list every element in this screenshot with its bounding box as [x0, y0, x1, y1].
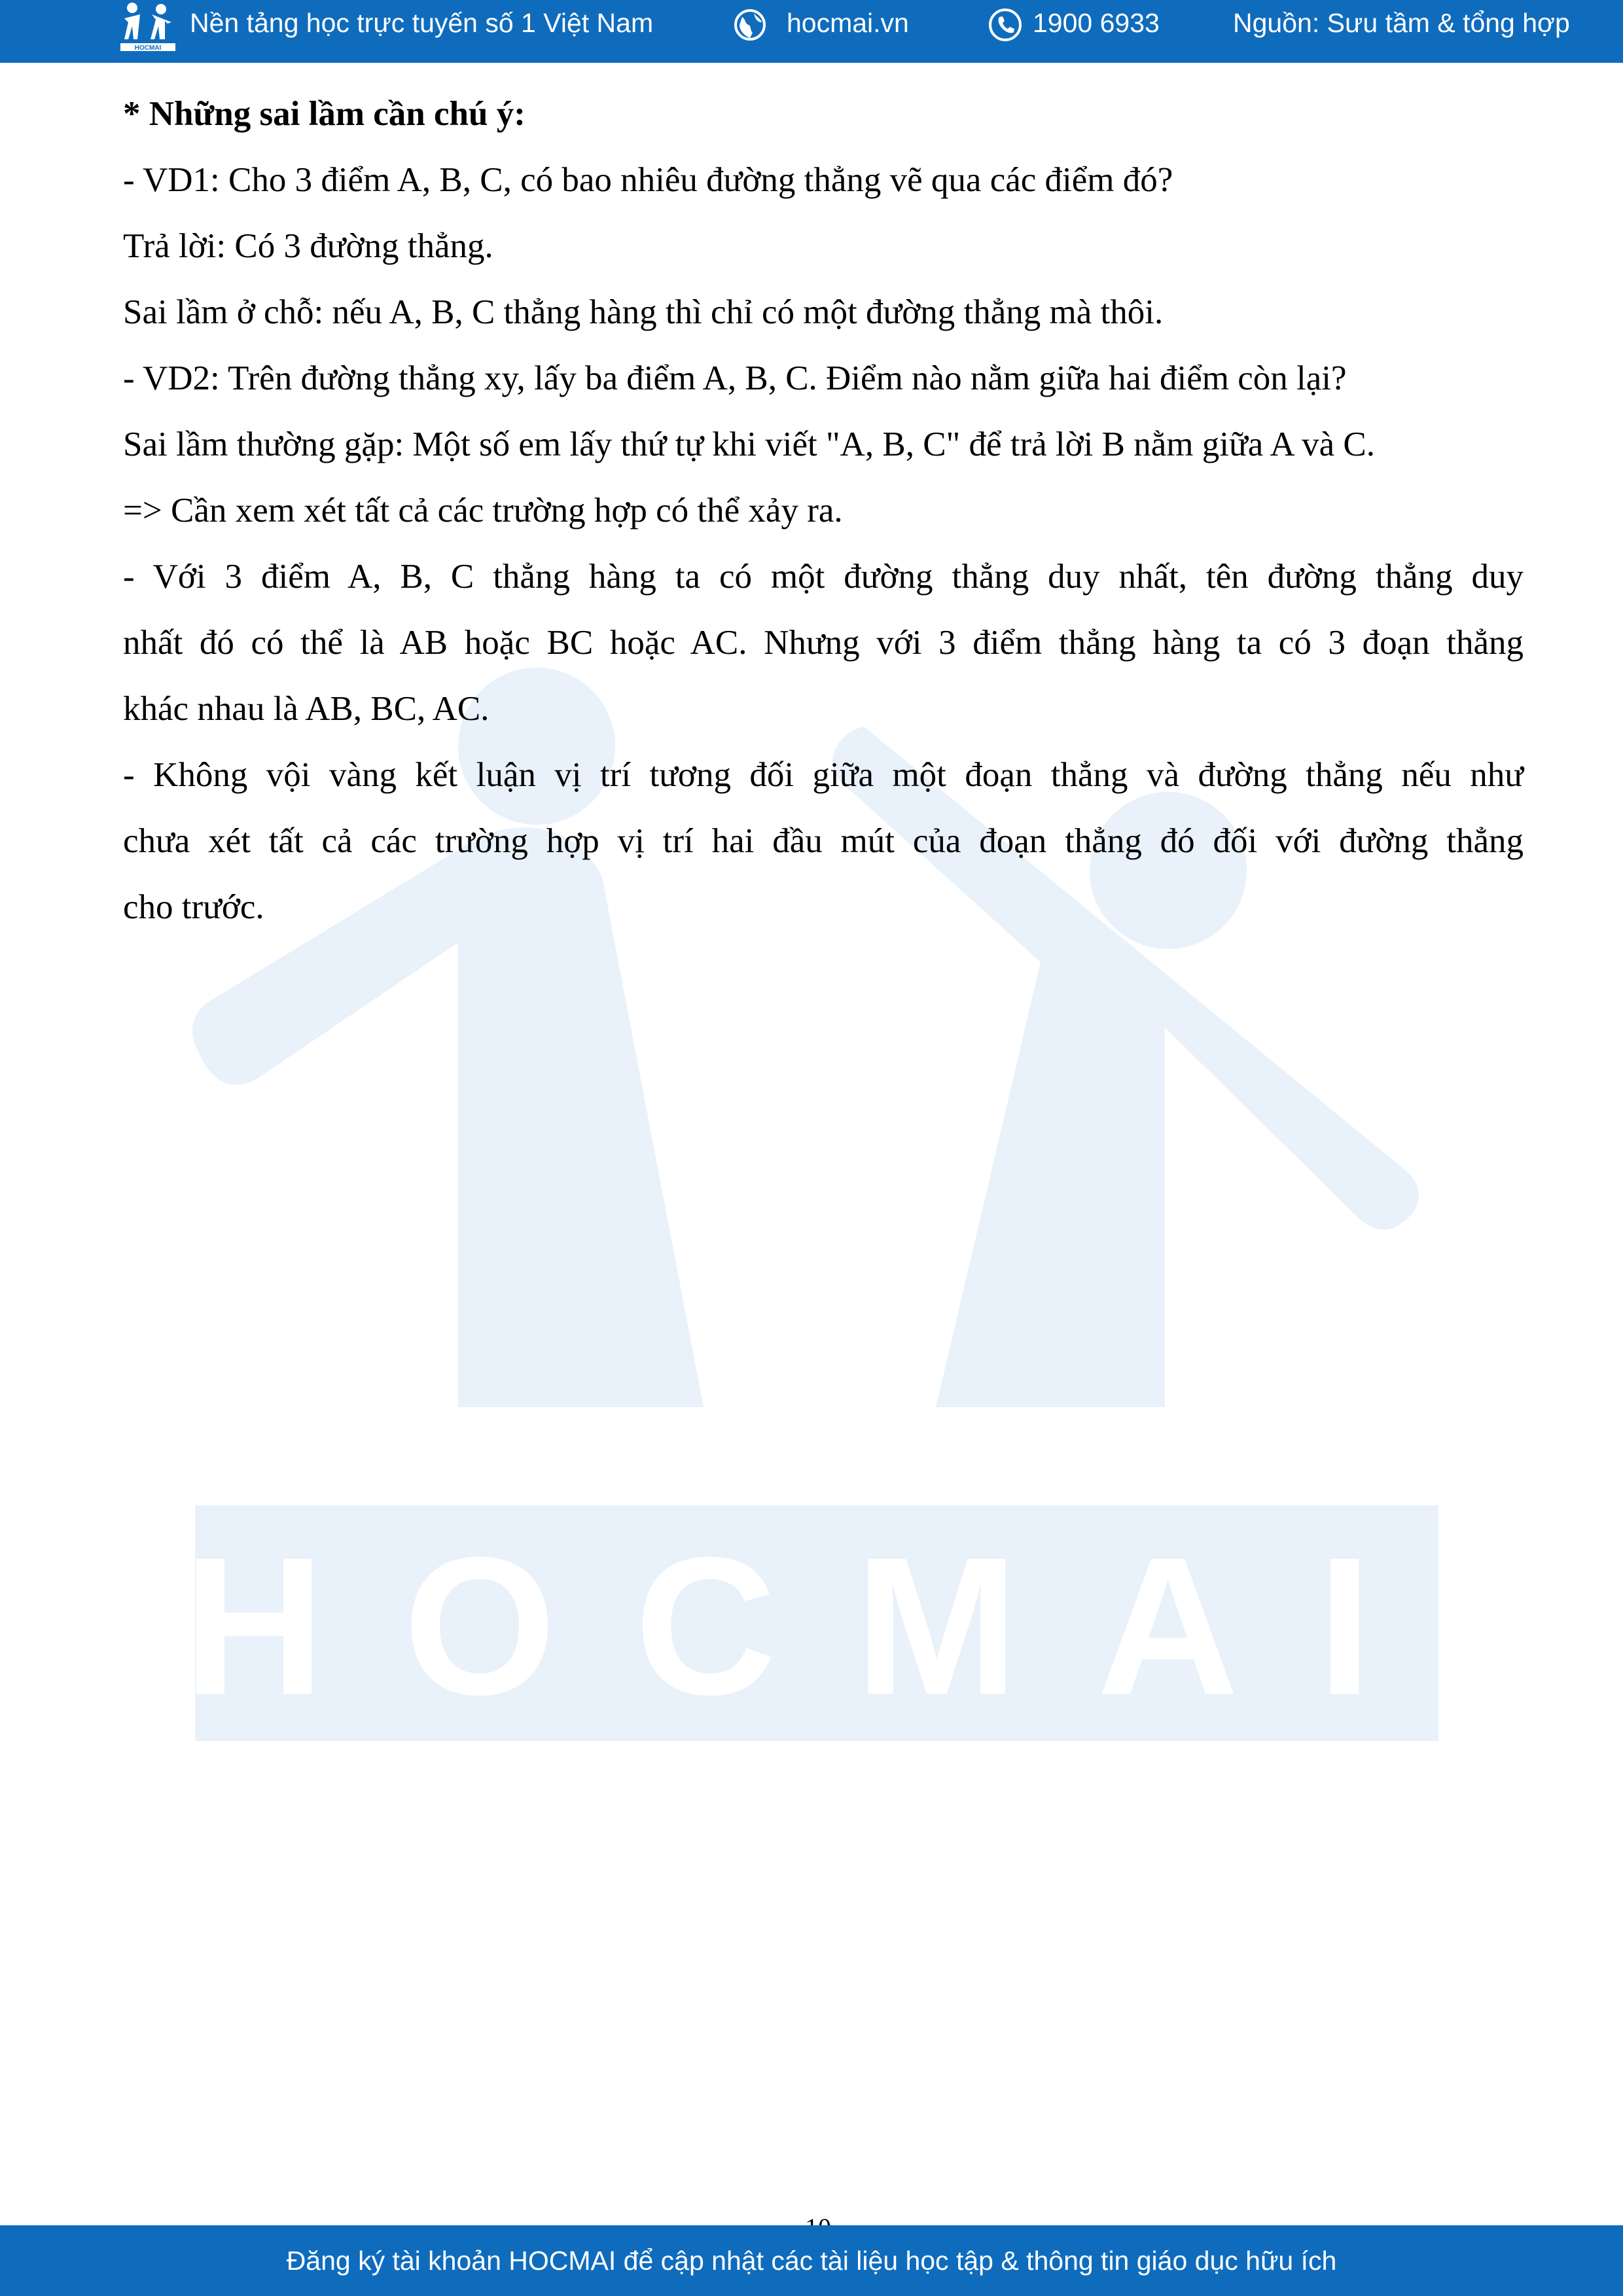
hotline-number[interactable]: 1900 6933	[1033, 8, 1160, 38]
footer-banner[interactable]: Đăng ký tài khoản HOCMAI để cập nhật các tài liệu học tập & thông tin giáo dục hữu ích	[0, 2225, 1623, 2296]
globe-icon	[732, 7, 768, 43]
paragraph-line: => Cần xem xét tất cả các trường hợp có thể xảy ra.	[123, 492, 843, 529]
paragraph-line: - VD2: Trên đường thẳng xy, lấy ba điểm A, B, C. Điểm nào nằm giữa hai điểm còn lại?	[123, 359, 1347, 397]
paragraph-line: Trả lời: Có 3 đường thẳng.	[123, 227, 493, 265]
section-heading: * Những sai lầm cần chú ý:	[123, 95, 526, 133]
document-body	[123, 84, 1524, 943]
paragraph-line: khác nhau là AB, BC, AC.	[123, 690, 490, 728]
header-tagline: Nền tảng học trực tuyến số 1 Việt Nam	[190, 8, 654, 38]
paragraph-line: - VD1: Cho 3 điểm A, B, C, có bao nhiêu đường thẳng vẽ qua các điểm đó?	[123, 161, 1173, 199]
phone-icon	[987, 7, 1024, 43]
paragraph-line: Sai lầm thường gặp: Một số em lấy thứ tự khi viết "A, B, C" để trả lời B nằm giữa A và C.	[123, 425, 1376, 463]
paragraph-line: Sai lầm ở chỗ: nếu A, B, C thẳng hàng thì chỉ có một đường thẳng mà thôi.	[123, 293, 1164, 331]
watermark-text: HOCMAI	[183, 1516, 1451, 1736]
hocmai-logo[interactable]	[119, 0, 177, 52]
paragraph-line: nhất đó có thể là AB hoặc BC hoặc AC. Nhưng với 3 điểm thẳng hàng ta có 3 đoạn thẳng	[123, 624, 1524, 662]
paragraph-line: chưa xét tất cả các trường hợp vị trí hai đầu mút của đoạn thẳng đó đối với đường thẳng	[123, 822, 1524, 860]
paragraph-line: - Với 3 điểm A, B, C thẳng hàng ta có một đường thẳng duy nhất, tên đường thẳng duy	[123, 558, 1524, 596]
paragraph-line: - Không vội vàng kết luận vị trí tương đối giữa một đoạn thẳng và đường thẳng nếu như	[123, 756, 1524, 794]
header-bar	[0, 0, 1623, 63]
source-note: Nguồn: Sưu tầm & tổng hợp	[1233, 8, 1570, 38]
website-link[interactable]: hocmai.vn	[787, 8, 909, 38]
svg-text:HOCMAI: HOCMAI	[134, 45, 162, 52]
paragraph-line: cho trước.	[123, 888, 264, 926]
